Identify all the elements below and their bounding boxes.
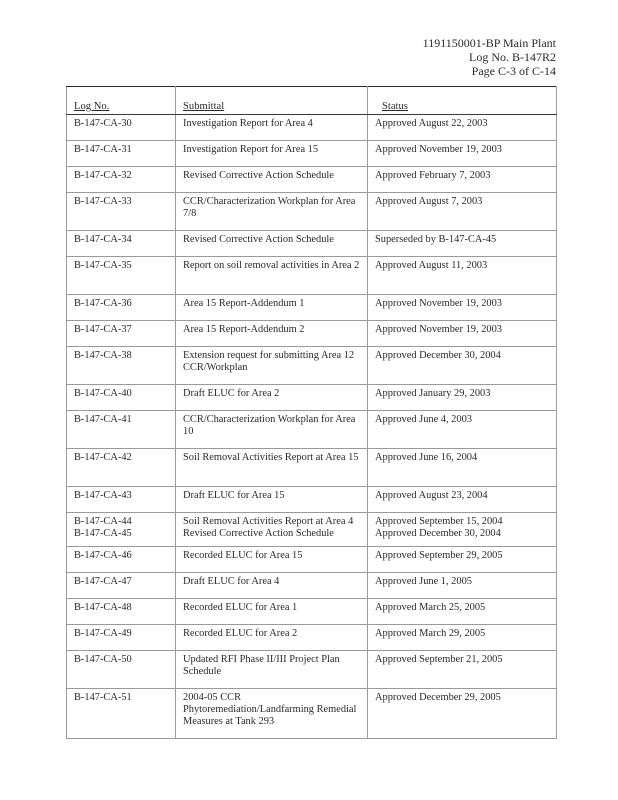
document-id: 1191150001-BP Main Plant — [422, 36, 556, 50]
status-cell: Approved August 11, 2003 — [368, 257, 557, 295]
submittal-cell: Draft ELUC for Area 15 — [176, 487, 368, 513]
table-row — [67, 385, 557, 411]
status-cell: Approved June 4, 2003 — [368, 411, 557, 449]
submittal-log-table — [66, 86, 557, 739]
status-cell: Approved September 29, 2005 — [368, 547, 557, 573]
submittal-cell: Area 15 Report-Addendum 2 — [176, 321, 368, 347]
table-row — [67, 231, 557, 257]
column-header-submittal: Submittal — [176, 87, 368, 115]
table-row — [67, 115, 557, 141]
submittal-cell: Draft ELUC for Area 4 — [176, 573, 368, 599]
submittal-cell: Report on soil removal activities in Area 2 — [176, 257, 368, 295]
status-cell: Superseded by B-147-CA-45 — [368, 231, 557, 257]
table-row — [67, 573, 557, 599]
status-cell: Approved September 15, 2004 Approved December 30, 2004 — [368, 513, 557, 547]
submittal-cell: Recorded ELUC for Area 1 — [176, 599, 368, 625]
log-number-cell: B-147-CA-40 — [67, 385, 176, 411]
status-cell: Approved November 19, 2003 — [368, 321, 557, 347]
status-cell: Approved March 29, 2005 — [368, 625, 557, 651]
status-cell: Approved February 7, 2003 — [368, 167, 557, 193]
table-row — [67, 625, 557, 651]
log-number-cell: B-147-CA-38 — [67, 347, 176, 385]
table-row — [67, 321, 557, 347]
submittal-cell: Soil Removal Activities Report at Area 4 Revised Corrective Action Schedule — [176, 513, 368, 547]
table-row — [67, 487, 557, 513]
table-row — [67, 141, 557, 167]
log-number-cell: B-147-CA-48 — [67, 599, 176, 625]
submittal-cell: Revised Corrective Action Schedule — [176, 167, 368, 193]
log-number-cell: B-147-CA-33 — [67, 193, 176, 231]
log-number-cell: B-147-CA-34 — [67, 231, 176, 257]
status-cell: Approved June 1, 2005 — [368, 573, 557, 599]
submittal-cell: CCR/Characterization Workplan for Area 10 — [176, 411, 368, 449]
log-number-cell: B-147-CA-30 — [67, 115, 176, 141]
log-number-cell: B-147-CA-36 — [67, 295, 176, 321]
status-cell: Approved August 22, 2003 — [368, 115, 557, 141]
table-row — [67, 599, 557, 625]
table-row — [67, 689, 557, 739]
log-number-cell: B-147-CA-42 — [67, 449, 176, 487]
table-row — [67, 513, 557, 547]
log-number-cell: B-147-CA-49 — [67, 625, 176, 651]
status-cell: Approved March 25, 2005 — [368, 599, 557, 625]
log-number-cell: B-147-CA-43 — [67, 487, 176, 513]
table-row — [67, 547, 557, 573]
submittal-cell: Area 15 Report-Addendum 1 — [176, 295, 368, 321]
submittal-cell: Recorded ELUC for Area 15 — [176, 547, 368, 573]
status-cell: Approved December 29, 2005 — [368, 689, 557, 739]
log-number-cell: B-147-CA-41 — [67, 411, 176, 449]
log-number-cell: B-147-CA-46 — [67, 547, 176, 573]
status-cell: Approved June 16, 2004 — [368, 449, 557, 487]
status-cell: Approved August 23, 2004 — [368, 487, 557, 513]
log-number-cell: B-147-CA-32 — [67, 167, 176, 193]
log-number-cell: B-147-CA-50 — [67, 651, 176, 689]
page-header — [423, 36, 556, 78]
submittal-cell: Extension request for submitting Area 12 CCR/Workplan — [176, 347, 368, 385]
status-cell: Approved August 7, 2003 — [368, 193, 557, 231]
log-number-cell: B-147-CA-35 — [67, 257, 176, 295]
status-cell: Approved November 19, 2003 — [368, 141, 557, 167]
submittal-cell: Investigation Report for Area 15 — [176, 141, 368, 167]
column-header-status: Status — [368, 87, 557, 115]
table-row — [67, 167, 557, 193]
log-number-cell: B-147-CA-31 — [67, 141, 176, 167]
status-cell: Approved December 30, 2004 — [368, 347, 557, 385]
table-row — [67, 295, 557, 321]
submittal-cell: Revised Corrective Action Schedule — [176, 231, 368, 257]
status-cell: Approved January 29, 2003 — [368, 385, 557, 411]
submittal-cell: Soil Removal Activities Report at Area 15 — [176, 449, 368, 487]
table-row — [67, 449, 557, 487]
log-number-cell: B-147-CA-44 B-147-CA-45 — [67, 513, 176, 547]
status-cell: Approved November 19, 2003 — [368, 295, 557, 321]
status-cell: Approved September 21, 2005 — [368, 651, 557, 689]
submittal-cell: CCR/Characterization Workplan for Area 7/8 — [176, 193, 368, 231]
table-row — [67, 411, 557, 449]
table-row — [67, 347, 557, 385]
log-number: Log No. B-147R2 — [469, 50, 556, 64]
table-row — [67, 193, 557, 231]
table-row — [67, 257, 557, 295]
submittal-cell: 2004-05 CCR Phytoremediation/Landfarming Remedial Measures at Tank 293 — [176, 689, 368, 739]
submittal-cell: Updated RFI Phase II/III Project Plan Schedule — [176, 651, 368, 689]
log-number-cell: B-147-CA-51 — [67, 689, 176, 739]
column-header-log-no: Log No. — [67, 87, 176, 115]
log-number-cell: B-147-CA-37 — [67, 321, 176, 347]
table-row — [67, 651, 557, 689]
table-header-row — [67, 87, 557, 115]
log-number-cell: B-147-CA-47 — [67, 573, 176, 599]
submittal-cell: Investigation Report for Area 4 — [176, 115, 368, 141]
table-body — [67, 115, 557, 739]
submittal-cell: Recorded ELUC for Area 2 — [176, 625, 368, 651]
page-number: Page C-3 of C-14 — [471, 64, 556, 78]
submittal-cell: Draft ELUC for Area 2 — [176, 385, 368, 411]
